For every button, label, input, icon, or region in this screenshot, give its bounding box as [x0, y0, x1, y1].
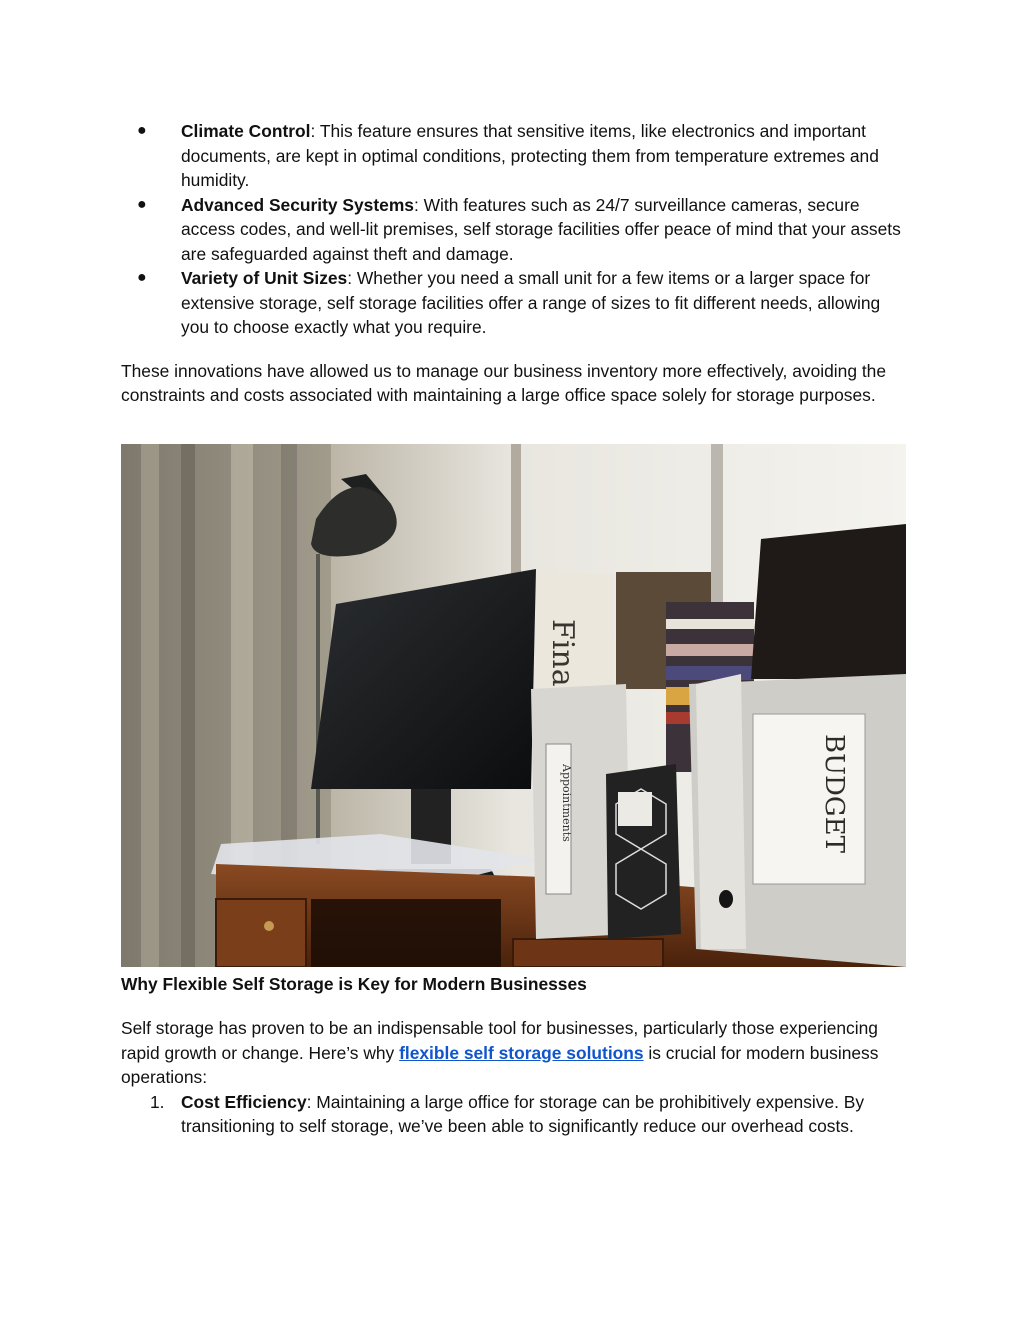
bullet-marker: ●	[137, 269, 147, 286]
list-item	[121, 119, 911, 193]
section-heading: Why Flexible Self Storage is Key for Modern Businesses	[121, 973, 587, 994]
item-title: Cost Efficiency	[181, 1091, 307, 1112]
body-paragraph	[121, 1016, 911, 1090]
paragraph-text: is crucial for modern business operations:	[121, 1042, 879, 1087]
features-bullet-list	[121, 119, 911, 340]
folder-label-finance: Fina	[545, 618, 580, 687]
folder-label-appointments: Appointments	[560, 763, 573, 842]
bullet-text: : Whether you need a small unit for a few items or a larger space for extensive storage, self storage facilities offer a range of sizes to fit different needs, allowing you to choose exactly what you require.	[181, 268, 881, 337]
reasons-numbered-list	[121, 1090, 911, 1139]
flexible-storage-link[interactable]: flexible self storage solutions	[399, 1042, 644, 1063]
bullet-title: Variety of Unit Sizes	[181, 268, 348, 288]
folder-label-budget: BUDGET	[819, 733, 849, 853]
bullet-marker: ●	[137, 122, 147, 139]
bullet-title: Climate Control	[181, 121, 311, 141]
item-text: : Maintaining a large office for storage can be prohibitively expensive. By transitioning to self storage, we’ve been able to significantly reduce our overhead costs.	[181, 1091, 865, 1136]
list-item	[121, 1090, 911, 1139]
bullet-marker: ●	[137, 195, 147, 213]
list-item	[121, 193, 911, 267]
office-desk-photo	[121, 444, 906, 967]
body-paragraph: These innovations have allowed us to manage our business inventory more effectively, avoiding the constraints and costs associated with maintaining a large office space solely for storage purposes.	[121, 360, 886, 405]
list-item	[121, 266, 911, 340]
document-page	[121, 119, 911, 1139]
bullet-text: : With features such as 24/7 surveillance cameras, secure access codes, and well-lit premises, self storage facilities offer peace of mind that your assets are safeguarded against theft and damage.	[181, 194, 901, 264]
drawer-knob	[264, 921, 274, 931]
bullet-text: : This feature ensures that sensitive items, like electronics and important documents, are kept in optimal conditions, protecting them from temperature extremes and humidity.	[181, 121, 879, 190]
paragraph-text: Self storage has proven to be an indispensable tool for businesses, particularly those experiencing rapid growth or change. Here’s why	[121, 1018, 878, 1063]
desk-drawer	[216, 899, 306, 967]
list-number: 1.	[150, 1091, 165, 1112]
bullet-title: Advanced Security Systems	[181, 194, 414, 215]
dark-folder	[751, 524, 906, 679]
